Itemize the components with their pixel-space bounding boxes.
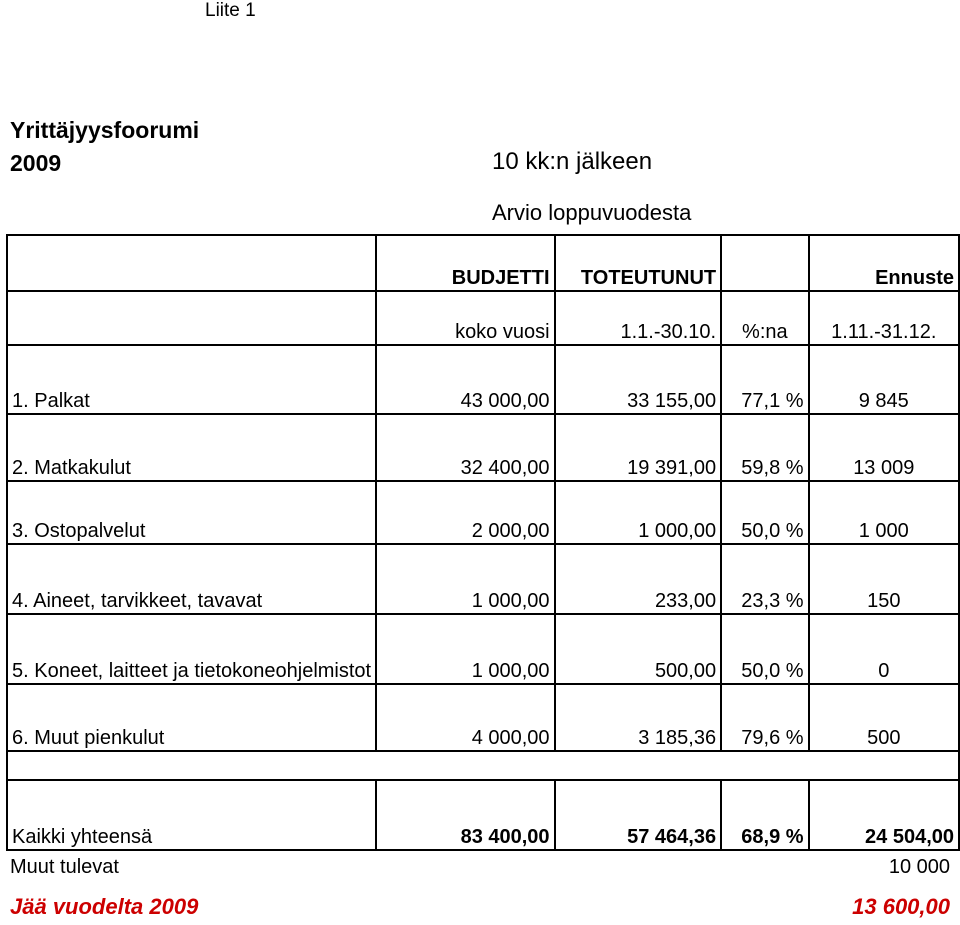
row-label: 2. Matkakulut	[7, 414, 376, 481]
row-forecast: 9 845	[809, 345, 959, 414]
appendix-label: Liite 1	[205, 0, 256, 21]
empty-spacer-cell	[7, 751, 959, 780]
row-forecast: 0	[809, 614, 959, 684]
budget-table	[6, 234, 960, 851]
header-forecast: Ennuste	[809, 235, 959, 291]
row-actual: 233,00	[555, 544, 722, 614]
empty-row	[7, 751, 959, 780]
document-year: 2009	[10, 150, 62, 176]
total-label: Kaikki yhteensä	[7, 780, 376, 850]
row-forecast: 150	[809, 544, 959, 614]
row-label: 1. Palkat	[7, 345, 376, 414]
header-pct-empty	[721, 235, 808, 291]
row-budget: 32 400,00	[376, 414, 554, 481]
header-row	[7, 235, 959, 291]
row-pct: 59,8 %	[721, 414, 808, 481]
table-row	[7, 481, 959, 544]
row-budget: 1 000,00	[376, 544, 554, 614]
total-row	[7, 780, 959, 850]
remaining-value: 13 600,00	[852, 894, 950, 919]
header-empty-cell	[7, 235, 376, 291]
total-pct: 68,9 %	[721, 780, 808, 850]
row-actual: 3 185,36	[555, 684, 722, 751]
row-actual: 19 391,00	[555, 414, 722, 481]
forecast-heading: Arvio loppuvuodesta	[492, 200, 692, 225]
row-label: 6. Muut pienkulut	[7, 684, 376, 751]
table-row	[7, 684, 959, 751]
row-actual: 500,00	[555, 614, 722, 684]
table-row	[7, 544, 959, 614]
row-budget: 1 000,00	[376, 614, 554, 684]
row-actual: 1 000,00	[555, 481, 722, 544]
row-budget: 4 000,00	[376, 684, 554, 751]
row-label: 5. Koneet, laitteet ja tietokoneohjelmistot	[7, 614, 376, 684]
row-forecast: 1 000	[809, 481, 959, 544]
table-row	[7, 614, 959, 684]
row-pct: 77,1 %	[721, 345, 808, 414]
row-label: 3. Ostopalvelut	[7, 481, 376, 544]
subheader-row	[7, 291, 959, 345]
subheader-actual: 1.1.-30.10.	[555, 291, 722, 345]
document-title: Yrittäjyysfoorumi	[10, 117, 200, 143]
other-income-value: 10 000	[888, 856, 950, 878]
subheader-pct: %:na	[721, 291, 808, 345]
row-budget: 43 000,00	[376, 345, 554, 414]
total-forecast: 24 504,00	[809, 780, 959, 850]
period-heading: 10 kk:n jälkeen	[492, 148, 653, 175]
subheader-empty-cell	[7, 291, 376, 345]
row-pct: 50,0 %	[721, 481, 808, 544]
remaining-label: Jää vuodelta 2009	[10, 894, 199, 919]
row-label: 4. Aineet, tarvikkeet, tavavat	[7, 544, 376, 614]
other-income-label: Muut tulevat	[10, 856, 119, 878]
total-actual: 57 464,36	[555, 780, 722, 850]
row-actual: 33 155,00	[555, 345, 722, 414]
subheader-budget: koko vuosi	[376, 291, 554, 345]
subheader-forecast: 1.11.-31.12.	[809, 291, 959, 345]
header-budget: BUDJETTI	[376, 235, 554, 291]
row-forecast: 500	[809, 684, 959, 751]
row-pct: 23,3 %	[721, 544, 808, 614]
row-pct: 50,0 %	[721, 614, 808, 684]
row-pct: 79,6 %	[721, 684, 808, 751]
table-row	[7, 414, 959, 481]
row-forecast: 13 009	[809, 414, 959, 481]
row-budget: 2 000,00	[376, 481, 554, 544]
total-budget: 83 400,00	[376, 780, 554, 850]
header-actual: TOTEUTUNUT	[555, 235, 722, 291]
table-row	[7, 345, 959, 414]
